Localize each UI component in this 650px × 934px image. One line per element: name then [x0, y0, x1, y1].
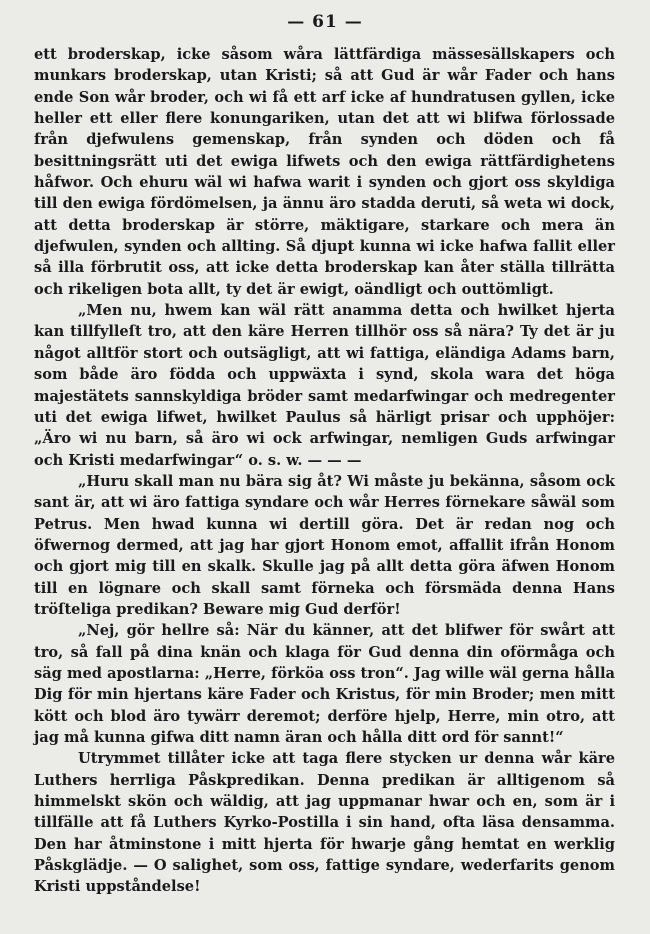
page-number: — 61 — — [287, 12, 363, 32]
paragraph: Utrymmet tillåter icke att taga flere stycken ur denna wår käre Luthers herrliga Påskpredikan. Denna predikan är alltigenom så himmelskt skön och wäldig, att jag uppmanar hwar och en, som är i tillfälle att få Luthers Kyrko-Postilla i sin hand, ofta läsa densamma. Den har åtminstone i mitt hjerta för hwarje gång hemtat en werklig Påskglädje. — O salighet, som oss, fattige syndare, wederfarits genom Kristi uppståndelse! — [34, 750, 615, 896]
paragraph: „Nej, gör hellre så: När du känner, att det blifwer för swårt att tro, så fall på dina knän och klaga för Gud denna din oförmåga och säg med apostlarna: „Herre, förköa oss tron“. Jag wille wäl gerna hålla Dig för min hjertans käre Fader och Kristus, för min Broder; men mitt kött och blod äro tywärr deremot; derföre hjelp, Herre, min otro, att jag må kunna gifwa ditt namn äran och hålla ditt ord för sannt!“ — [34, 622, 615, 746]
page-body — [34, 44, 615, 898]
paragraph: „Huru skall man nu bära sig åt? Wi måste ju bekänna, såsom ock sant är, att wi äro fattiga syndare och wår Herres förnekare såwäl som Petrus. Men hwad kunna wi dertill göra. Det är redan nog och öfwernog dermed, att jag har gjort Honom emot, affallit ifrån Honom och gjort mig till en skalk. Skulle jag på allt detta göra äfwen Honom till en lögnare och skall samt förneka och försmäda denna Hans tröſteliga predikan? Beware mig Gud derför! — [34, 472, 615, 618]
paragraph: ett broderskap, icke såsom wåra lättfärdiga mässesällskapers och munkars broderskap, utan Kristi; så att Gud är wår Fader och hans ende Son wår broder, och wi få ett arf icke af hundratusen gyllen, icke heller ett eller flere konungariken, utan det att wi blifwa förlossade från djefwulens gemenskap, från synden och döden och få besittningsrätt uti det ewiga lifwets och den ewiga rättfärdighetens håfwor. Och ehuru wäl wi hafwa warit i synden och gjort oss skyldiga till den ewiga fördömelsen, ja ännu äro stadda deruti, så weta wi dock, att detta broderskap är större, mäktigare, starkare och mera än djefwulen, synden och allting. Så djupt kunna wi icke hafwa fallit eller så illa förbrutit oss, att icke detta broderskap kan åter ställa tillrätta och rikeligen bota allt, ty det är ewigt, oändligt och outtömligt. — [34, 46, 615, 298]
paragraph: „Men nu, hwem kan wäl rätt anamma detta och hwilket hjerta kan tillfylleſt tro, att den käre Herren tillhör oss så nära? Ty det är ju något alltför stort och outsägligt, att wi fattiga, eländiga Adams barn, som både äro födda och uppwäxta i synd, skola wara det höga majestätets sannskyldiga bröder samt medarfwingar och medregenter uti det ewiga lifwet, hwilket Paulus så härligt prisar och upphöjer: „Äro wi nu barn, så äro wi ock arfwingar, nemligen Guds arfwingar och Kristi medarfwingar“ o. s. w. — — — — [34, 302, 615, 469]
